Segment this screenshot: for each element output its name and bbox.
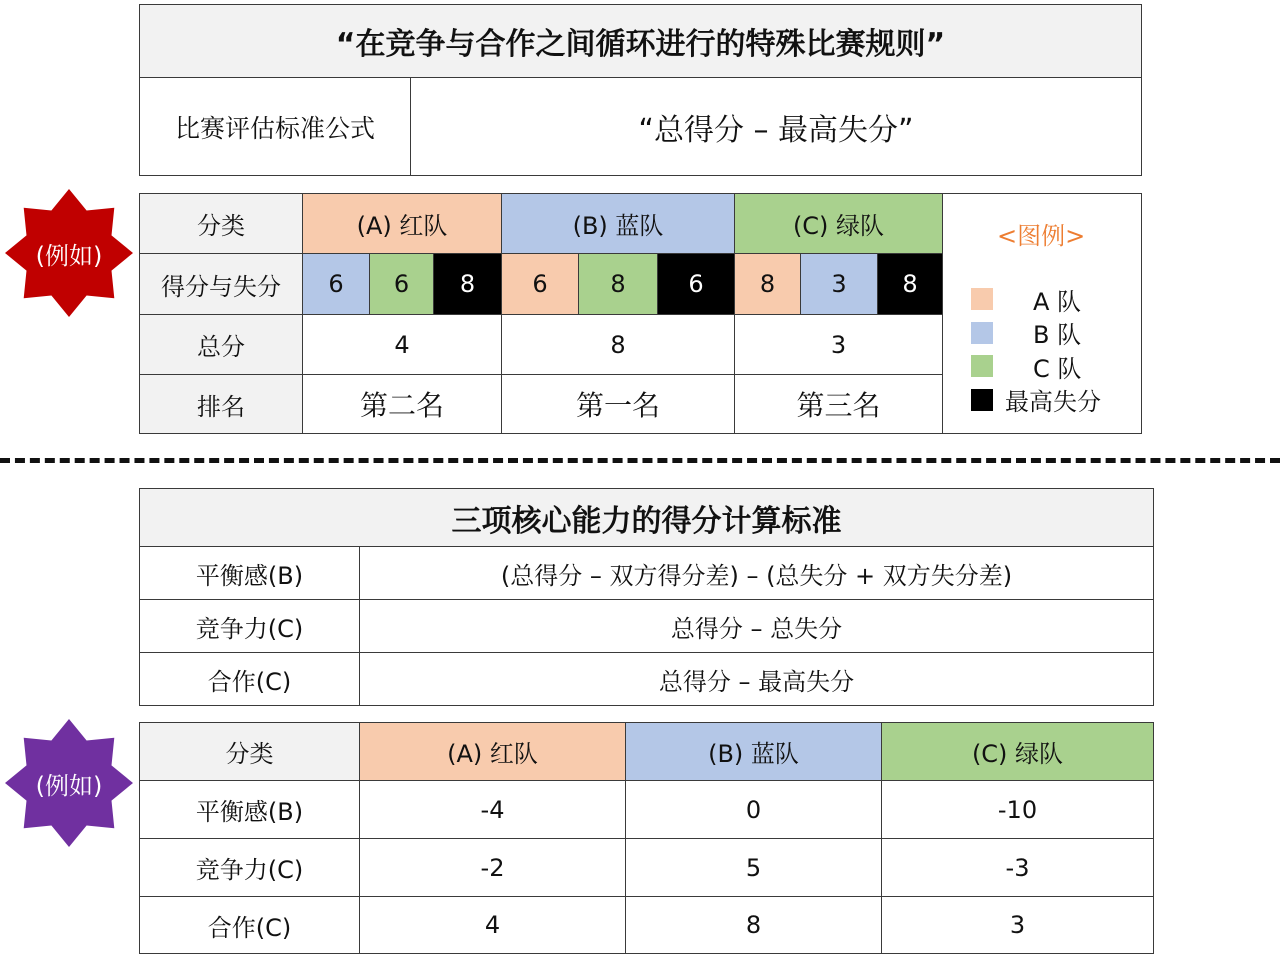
- ex1-rank-a: 第二名: [302, 374, 502, 434]
- example-badge-2-label: (例如): [35, 771, 103, 800]
- criteria-formula-cooperation: 总得分 – 最高失分: [359, 652, 1154, 706]
- ex2-team-header-a: (A) 红队: [359, 722, 626, 781]
- ex1-score-b-3: 6: [657, 253, 735, 315]
- ex1-score-a-1: 6: [302, 253, 370, 315]
- ex2-competition-a: -2: [359, 838, 626, 897]
- criteria-label-cooperation: 合作(C): [139, 652, 360, 706]
- legend-label-a: A 队: [1033, 288, 1082, 316]
- criteria-title: 三项核心能力的得分计算标准: [139, 488, 1154, 547]
- legend-label-b: B 队: [1033, 321, 1082, 349]
- ex2-competition-c: -3: [881, 838, 1154, 897]
- criteria-label-competition: 竞争力(C): [139, 599, 360, 653]
- ex1-score-b-2: 8: [578, 253, 658, 315]
- ex2-competition-b: 5: [625, 838, 882, 897]
- ex2-cooperation-b: 8: [625, 896, 882, 954]
- ex1-score-c-2: 3: [800, 253, 878, 315]
- ex2-team-header-c: (C) 绿队: [881, 722, 1154, 781]
- legend-swatch-a: [971, 288, 993, 310]
- legend-swatch-b: [971, 322, 993, 344]
- ex1-total-b: 8: [501, 314, 735, 375]
- ex2-header-label: 分类: [139, 722, 360, 781]
- ex2-team-header-b: (B) 蓝队: [625, 722, 882, 781]
- ex1-row-label-category: 分类: [139, 193, 303, 254]
- example-badge-1: [4, 188, 134, 318]
- ex2-balance-a: -4: [359, 780, 626, 839]
- ex2-cooperation-a: 4: [359, 896, 626, 954]
- ex1-team-header-a: (A) 红队: [302, 193, 502, 254]
- legend-label-max-loss: 最高失分: [1005, 388, 1101, 416]
- formula-label: 比赛评估标准公式: [139, 77, 411, 176]
- legend-label-c: C 队: [1033, 355, 1082, 383]
- ex1-score-a-3: 8: [433, 253, 502, 315]
- rules-title: “在竞争与合作之间循环进行的特殊比赛规则”: [139, 4, 1142, 78]
- ex1-team-header-c: (C) 绿队: [734, 193, 943, 254]
- ex1-score-b-1: 6: [501, 253, 579, 315]
- example-badge-2: [4, 718, 134, 848]
- section-divider: [0, 458, 1280, 463]
- ex2-balance-c: -10: [881, 780, 1154, 839]
- ex1-total-a: 4: [302, 314, 502, 375]
- ex1-total-c: 3: [734, 314, 943, 375]
- legend-box: [942, 193, 1142, 434]
- formula-value: “总得分 – 最高失分”: [410, 77, 1142, 176]
- ex1-row-label-rank: 排名: [139, 374, 303, 434]
- criteria-formula-competition: 总得分 – 总失分: [359, 599, 1154, 653]
- ex1-rank-b: 第一名: [501, 374, 735, 434]
- ex2-balance-b: 0: [625, 780, 882, 839]
- example-badge-1-label: (例如): [35, 241, 103, 270]
- legend-swatch-max-loss: [971, 389, 993, 411]
- legend-swatch-c: [971, 355, 993, 377]
- ex1-team-header-b: (B) 蓝队: [501, 193, 735, 254]
- ex1-score-c-3: 8: [877, 253, 943, 315]
- ex2-row-label-balance: 平衡感(B): [139, 780, 360, 839]
- ex1-score-a-2: 6: [369, 253, 434, 315]
- criteria-formula-balance: (总得分 – 双方得分差) – (总失分 + 双方失分差): [359, 546, 1154, 600]
- ex1-rank-c: 第三名: [734, 374, 943, 434]
- ex2-row-label-competition: 竞争力(C): [139, 838, 360, 897]
- legend-title: <图例>: [997, 222, 1086, 250]
- criteria-label-balance: 平衡感(B): [139, 546, 360, 600]
- ex1-row-label-scores: 得分与失分: [139, 253, 303, 315]
- ex1-score-c-1: 8: [734, 253, 801, 315]
- ex2-row-label-cooperation: 合作(C): [139, 896, 360, 954]
- ex2-cooperation-c: 3: [881, 896, 1154, 954]
- ex1-row-label-total: 总分: [139, 314, 303, 375]
